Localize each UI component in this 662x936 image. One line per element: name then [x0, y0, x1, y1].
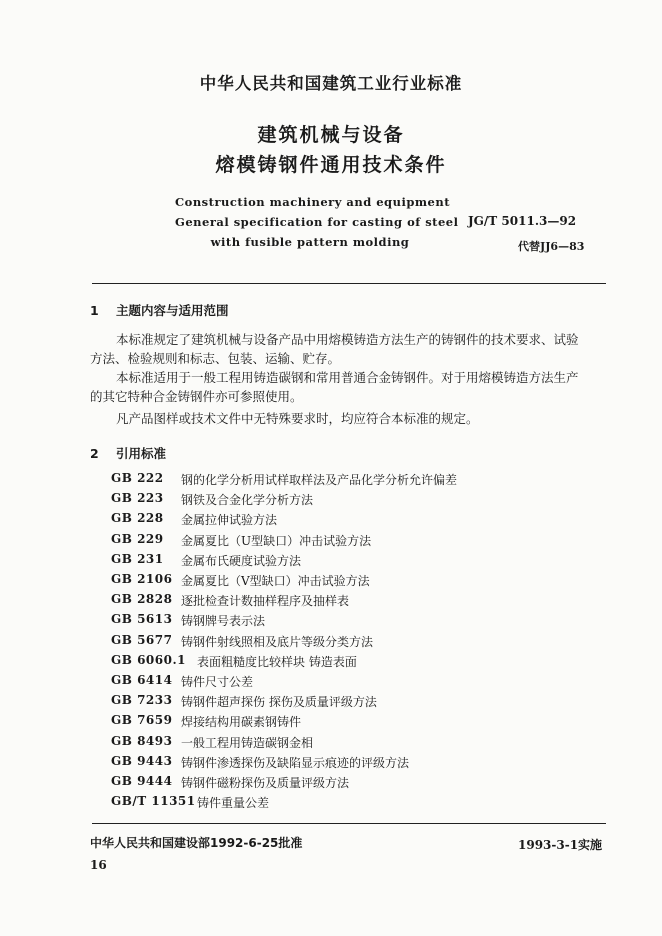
- title-cn-line1: 建筑机械与设备: [257, 124, 405, 146]
- reference-item: [111, 532, 371, 549]
- reference-code: GB 5677: [111, 632, 173, 647]
- reference-code: GB 231: [111, 551, 164, 566]
- section1-title: 主题内容与适用范围: [116, 303, 229, 318]
- implementation-date: 1993-3-1实施: [518, 838, 603, 852]
- reference-item: [111, 552, 301, 569]
- reference-code: GB 229: [111, 531, 164, 546]
- reference-code: GB 6060.1: [111, 652, 186, 667]
- reference-title: 铸钢件渗透探伤及缺陷显示痕迹的评级方法: [181, 755, 410, 770]
- reference-code: GB 2828: [111, 592, 173, 607]
- section1-para2-line2: 的其它特种合金铸钢件亦可参照使用。: [90, 389, 303, 404]
- reference-code: GB 222: [111, 471, 164, 485]
- section2-number: 2: [90, 446, 99, 461]
- reference-title: 逐批检查计数抽样程序及抽样表: [181, 594, 350, 609]
- section1-heading: [90, 301, 229, 319]
- reference-title: 铸钢件射线照相及底片等级分类方法: [181, 634, 374, 649]
- reference-item: [111, 673, 253, 690]
- reference-code: GB 9444: [111, 774, 173, 788]
- reference-title: 钢铁及合金化学分析方法: [181, 493, 314, 508]
- page-number: 16: [90, 858, 107, 872]
- reference-item: [111, 491, 313, 508]
- reference-code: GB 7659: [111, 713, 173, 728]
- reference-code: GB 2106: [111, 572, 173, 586]
- title-en-line3: with fusible pattern molding: [210, 235, 410, 249]
- reference-item: [111, 774, 349, 791]
- reference-title: 金属拉伸试验方法: [181, 513, 278, 528]
- reference-item: [111, 693, 377, 710]
- reference-code: GB 228: [111, 511, 164, 526]
- section1-para1-line1: 本标准规定了建筑机械与设备产品中用熔模铸造方法生产的铸钢件的技术要求、试验: [116, 332, 579, 347]
- title-en-line2: General specification for casting of steel: [175, 215, 459, 229]
- reference-item: [111, 592, 349, 609]
- reference-title: 一般工程用铸造碳钢金相: [181, 735, 314, 750]
- reference-title: 铸钢件超声探伤 探伤及质量评级方法: [181, 695, 377, 710]
- replaces-standard: 代替JJ6—83: [518, 240, 585, 253]
- reference-title: 金属夏比（U型缺口）冲击试验方法: [181, 533, 372, 548]
- reference-code: GB 9443: [111, 753, 173, 768]
- reference-item: [111, 612, 265, 629]
- reference-code: GB 5613: [111, 612, 173, 627]
- reference-code: GB 223: [111, 491, 164, 506]
- reference-title: 金属夏比（V型缺口）冲击试验方法: [181, 574, 370, 588]
- title-en-line1: Construction machinery and equipment: [175, 195, 451, 209]
- reference-item: [111, 572, 370, 589]
- reference-item: [111, 471, 457, 488]
- reference-item: [111, 511, 277, 528]
- reference-item: [111, 633, 373, 650]
- section1-para3: 凡产品图样或技术文件中无特殊要求时，均应符合本标准的规定。: [116, 411, 479, 426]
- footer-divider: [92, 823, 606, 824]
- reference-code: GB/T 11351: [111, 794, 196, 809]
- section1-number: 1: [90, 303, 99, 318]
- reference-code: GB 8493: [111, 733, 173, 748]
- standard-category: 中华人民共和国建筑工业行业标准: [199, 74, 463, 93]
- reference-title: 金属布氏硬度试验方法: [181, 553, 302, 568]
- standard-code: JG/T 5011.3—92: [468, 214, 577, 228]
- reference-title: 铸件尺寸公差: [181, 675, 254, 689]
- approval-statement: 中华人民共和国建设部1992-6-25批准: [90, 836, 303, 850]
- reference-item: [111, 713, 301, 730]
- reference-code: GB 7233: [111, 693, 173, 708]
- reference-item: [111, 734, 313, 751]
- reference-title: 钢的化学分析用试样取样法及产品化学分析允许偏差: [181, 473, 458, 487]
- title-cn-line2: 熔模铸钢件通用技术条件: [215, 154, 447, 176]
- section2-heading: [90, 444, 166, 462]
- section1-para2-line1: 本标准适用于一般工程用铸造碳钢和常用普通合金铸钢件。对于用熔模铸造方法生产: [116, 370, 579, 385]
- reference-title: 铸件重量公差: [197, 796, 270, 811]
- reference-item: [111, 794, 269, 811]
- reference-title: 铸钢件磁粉探伤及质量评级方法: [181, 776, 350, 790]
- header-divider: [92, 283, 606, 284]
- section1-para1-line2: 方法、检验规则和标志、包装、运输、贮存。: [90, 351, 341, 366]
- reference-title: 铸钢牌号表示法: [181, 614, 266, 629]
- section2-title: 引用标准: [116, 446, 167, 461]
- reference-code: GB 6414: [111, 673, 173, 687]
- reference-item: [111, 754, 409, 771]
- reference-title: 表面粗糙度比较样块 铸造表面: [197, 654, 357, 669]
- reference-item: [111, 653, 357, 670]
- reference-title: 焊接结构用碳素钢铸件: [181, 715, 302, 730]
